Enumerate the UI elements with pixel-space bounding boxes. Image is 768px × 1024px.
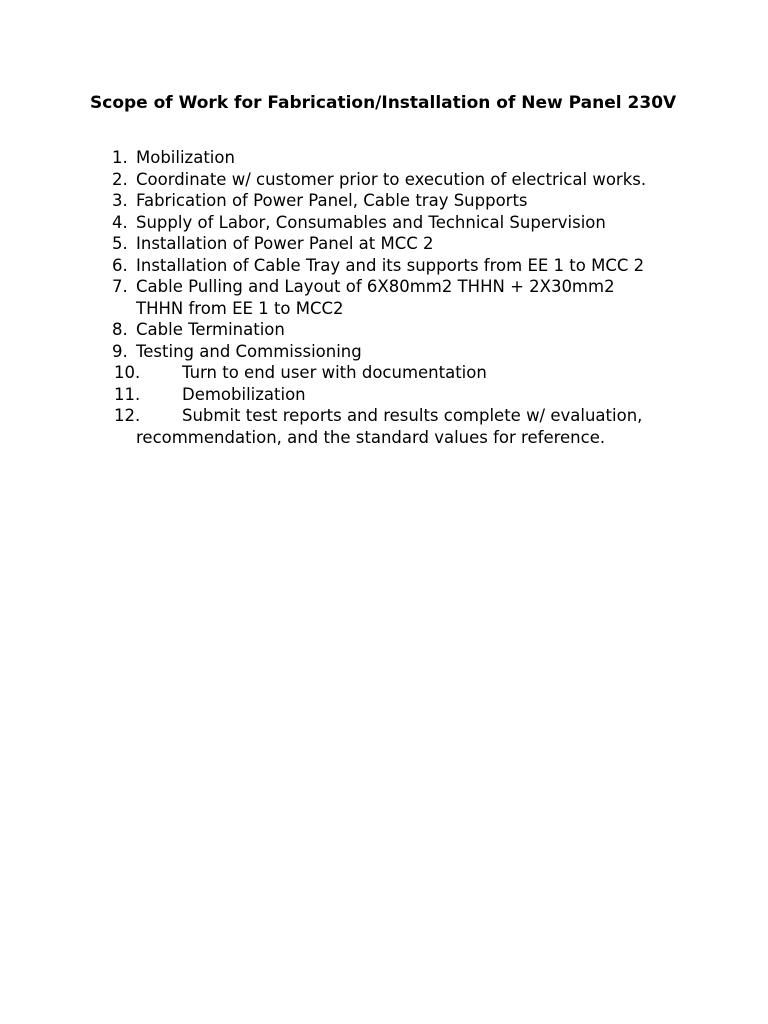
item-text: Installation of Power Panel at MCC 2 [136, 234, 434, 253]
item-number: 9. [112, 341, 128, 361]
item-text: Turn to end user with documentation [182, 363, 487, 382]
item-text: Demobilization [182, 384, 306, 404]
list-item [0, 319, 666, 341]
list-item [0, 405, 666, 448]
item-text: Cable Termination [136, 320, 285, 339]
list-item [0, 362, 666, 384]
list-item [0, 190, 666, 212]
item-text: Supply of Labor, Consumables and Technical Supervision [136, 212, 606, 232]
item-text: Testing and Commissioning [136, 341, 362, 361]
list-item [0, 233, 666, 255]
scope-list [0, 147, 768, 448]
list-item [0, 341, 666, 363]
item-text: Cable Pulling and Layout of 6X80mm2 THHN + 2X30mm2 THHN from EE 1 to MCC2 [136, 277, 615, 318]
list-item [0, 212, 666, 234]
item-text: Mobilization [136, 148, 235, 167]
item-number: 7. [112, 277, 128, 296]
item-number: 4. [112, 212, 128, 232]
list-item [0, 169, 666, 191]
item-text: Coordinate w/ customer prior to execution of electrical works. [136, 169, 647, 189]
document-title: Scope of Work for Fabrication/Installation of New Panel 230V [90, 93, 677, 113]
item-text: Submit test reports and results complete w/ evaluation, recommendation, and the standard values for reference. [136, 406, 643, 447]
item-number: 12. [114, 406, 141, 425]
item-number: 11. [114, 384, 141, 404]
item-number: 6. [112, 255, 128, 275]
list-item [0, 147, 666, 169]
item-number: 1. [112, 148, 128, 167]
item-number: 5. [112, 234, 128, 253]
list-item [0, 276, 666, 319]
item-number: 2. [112, 169, 128, 189]
item-text: Fabrication of Power Panel, Cable tray Supports [136, 191, 528, 210]
list-item [0, 384, 666, 406]
item-text: Installation of Cable Tray and its supports from EE 1 to MCC 2 [136, 255, 645, 275]
item-number: 3. [112, 191, 128, 210]
item-number: 10. [114, 363, 141, 382]
item-number: 8. [112, 320, 128, 339]
list-item [0, 255, 666, 277]
